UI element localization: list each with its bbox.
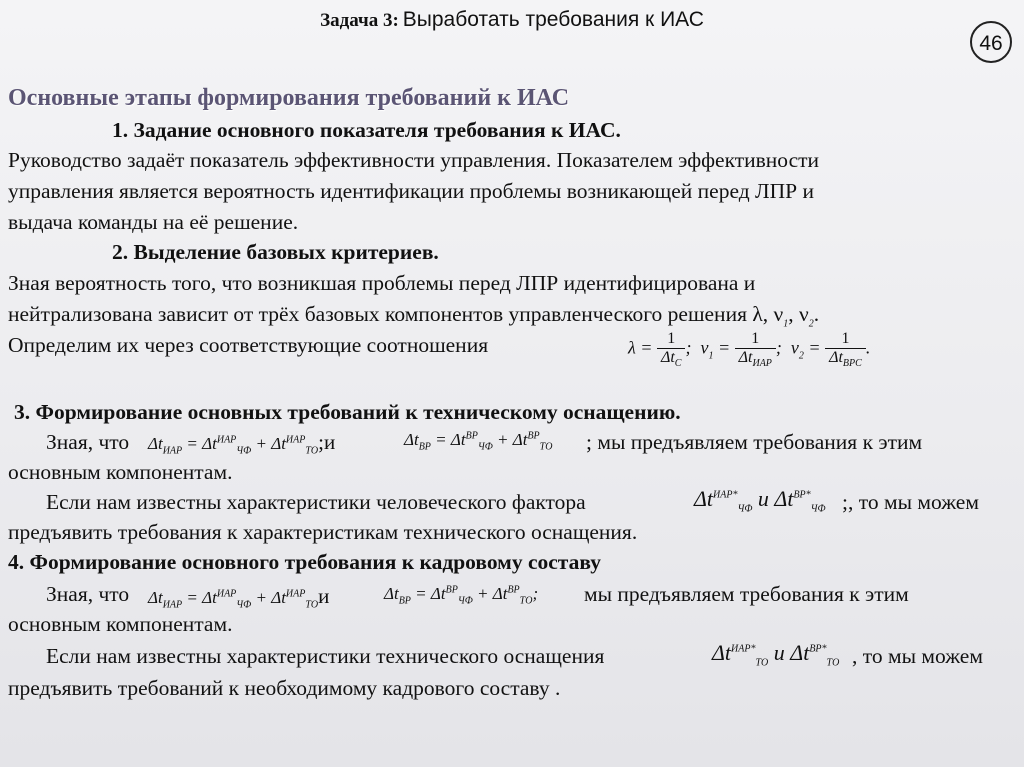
section4-line: Зная, что bbox=[46, 582, 130, 606]
tech-equipment-formula: $\Delta t^{ИАР*}_{ТО}$ и $\Delta t^{ВР*}_{ТО}$ bbox=[712, 640, 840, 669]
slide-header bbox=[0, 8, 1024, 32]
section2-line: Зная вероятность того, что возникшая проблемы перед ЛПР идентифицирована и bbox=[8, 271, 756, 295]
section2-heading: 2. Выделение базовых критериев. bbox=[112, 240, 439, 264]
section3-line: предъявить требования к характеристикам технического оснащения. bbox=[8, 520, 638, 544]
section4-line: мы предъявляем требования к этим bbox=[584, 582, 909, 606]
section4-line: предъявить требований к необходимому кадрового составу . bbox=[8, 676, 561, 700]
vr-formula: $\Delta t_{ВР} = \Delta t^{ВР}_{ЧФ} + \Delta t^{ВР}_{ТО}$; bbox=[384, 584, 539, 607]
task-text: Выработать требования к ИАС bbox=[402, 8, 704, 31]
section3-line: Зная, что bbox=[46, 430, 130, 454]
page-number-badge: 46 bbox=[970, 21, 1012, 63]
section4-line: основным компонентам. bbox=[8, 612, 233, 636]
section1-line: управления является вероятность идентификации проблемы возникающей перед ЛПР и bbox=[8, 179, 814, 203]
criteria-formula: λ = $\frac{1}{\Delta t_C}$ ; $\nu_1$ = $\frac{1}{\Delta t_{ИАР}}$ ; $\nu_2$ = $\frac{1}{\Delta t_{ВРС}}$ . bbox=[628, 330, 871, 370]
section2-line: нейтрализована зависит от трёх базовых компонентов управленческого решения λ, $\nu_1$, $\nu_2$. bbox=[8, 302, 820, 330]
section3-line: ; мы предъявляем требования к этим bbox=[586, 430, 923, 454]
vr-formula: $\Delta t_{ВР} = \Delta t^{ВР}_{ЧФ} + \Delta t^{ВР}_{ТО}$ bbox=[404, 430, 553, 453]
section3-line: ;, то мы можем bbox=[842, 490, 979, 514]
task-label: Задача 3: bbox=[320, 10, 399, 31]
section3-line: основным компонентам. bbox=[8, 460, 233, 484]
section4-heading: 4. Формирование основного требования к кадровому составу bbox=[8, 550, 601, 574]
iar-formula: $\Delta t_{ИАР} = \Delta t^{ИАР}_{ЧФ}$ + $\Delta t^{ИАР}_{ТО};и$ bbox=[148, 430, 336, 457]
section1-line: Руководство задаёт показатель эффективности управления. Показателем эффективности bbox=[8, 148, 820, 172]
section-title: Основные этапы формирования требований к ИАС bbox=[8, 85, 570, 111]
section3-line: Если нам известны характеристики человеческого фактора bbox=[46, 490, 586, 514]
section4-line: , то мы можем bbox=[852, 644, 983, 668]
section2-line: Определим их через соответствующие соотношения bbox=[8, 333, 489, 357]
section1-line: выдача команды на её решение. bbox=[8, 210, 299, 234]
iar-formula: $\Delta t_{ИАР} = \Delta t^{ИАР}_{ЧФ} + \Delta t^{ИАР}_{ТО}и$ bbox=[148, 584, 330, 611]
section1-heading: 1. Задание основного показателя требования к ИАС. bbox=[112, 118, 621, 142]
section3-heading: 3. Формирование основных требований к техническому оснащению. bbox=[14, 400, 681, 424]
section4-line: Если нам известны характеристики технического оснащения bbox=[46, 644, 605, 668]
human-factor-formula: $\Delta t^{ИАР*}_{ЧФ}$ и $\Delta t^{ВР*}_{ЧФ}$ bbox=[694, 486, 826, 515]
